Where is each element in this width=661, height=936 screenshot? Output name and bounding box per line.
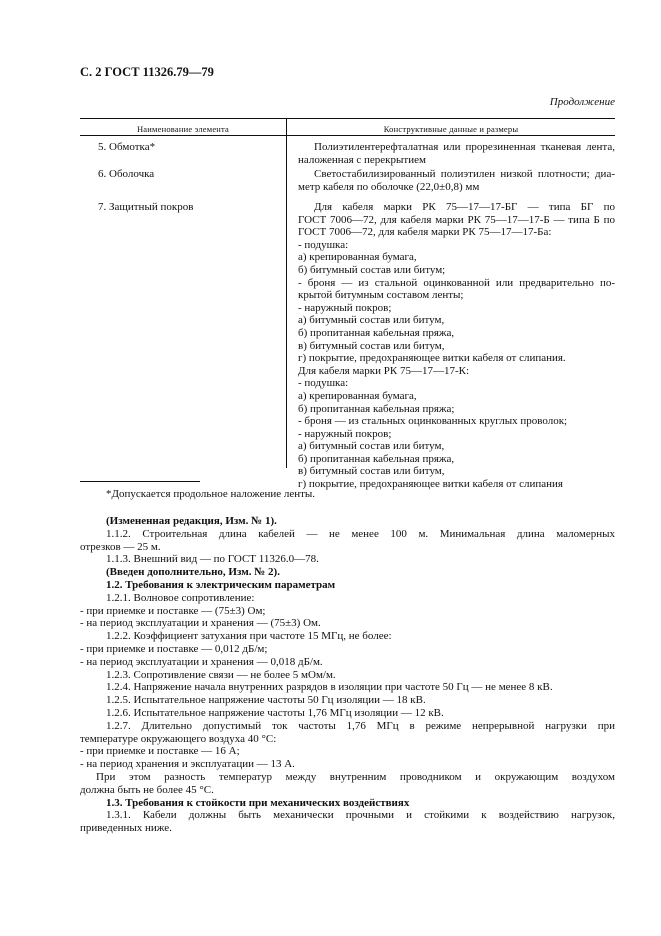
row-data-winding: [298, 141, 615, 166]
data-line: - броня — из стальных оцинкованных круглых проволок;: [298, 415, 568, 428]
paragraph-line: - при приемке и поставке — (75±3) Ом;: [80, 604, 266, 617]
data-line: в) битумный состав или битум,: [298, 339, 445, 352]
paragraph-line: 1.2.4. Напряжение начала внутренних разрядов в изоляции при частоте 50 Гц — не менее 8 кВ.: [106, 681, 553, 694]
footnote-rule: [80, 481, 200, 482]
data-line: а) битумный состав или битум,: [298, 314, 445, 327]
continuation-label: Продолжение: [549, 96, 615, 108]
data-line: - наружный покров;: [298, 427, 392, 440]
data-line: г) покрытие, предохраняющее витки кабеля от слипания.: [298, 352, 566, 365]
data-line: - подушка:: [298, 238, 349, 251]
data-line: б) пропитанная кабельная пряжа;: [298, 402, 455, 415]
body-text: [80, 515, 615, 835]
data-line: крытой битумным составом ленты;: [298, 289, 464, 302]
paragraph-line: 1.2.2. Коэффициент затухания при частоте 15 МГц, не более:: [106, 630, 392, 643]
footnote: *Допускается продольное наложение ленты.: [106, 488, 316, 500]
paragraph-line: - при приемке и поставке — 16 А;: [80, 745, 240, 758]
data-line: а) крепированная бумага,: [298, 251, 417, 264]
column-header-data: Конструктивные данные и размеры: [383, 124, 519, 134]
data-line: Для кабеля марки РК 75—17—17-К:: [298, 364, 470, 377]
data-line: - наружный покров;: [298, 301, 392, 314]
paragraph-line: - на период эксплуатации и хранения — 0,018 дБ/м.: [80, 655, 323, 668]
paragraph-line: отрезков — 25 м.: [80, 540, 161, 553]
data-line: а) крепированная бумага,: [298, 389, 417, 402]
data-line: б) пропитанная кабельная пряжа,: [298, 326, 455, 339]
data-line: б) пропитанная кабельная пряжа,: [298, 452, 455, 465]
section-heading: 1.2. Требования к электрическим параметрам: [106, 578, 336, 591]
paragraph-line: должна быть не более 45 °С.: [80, 783, 214, 796]
paragraph-line: температуре окружающего воздуха 40 °С:: [80, 732, 277, 745]
data-line: б) битумный состав или битум;: [298, 263, 446, 276]
data-line: метр кабеля по оболочке (22,0±0,8) мм: [298, 180, 480, 193]
paragraph-line: 1.1.2. Строительная длина кабелей — не менее 100 м. Минимальная длина маломерных: [106, 527, 615, 540]
paragraph-line: 1.2.5. Испытательное напряжение частоты 50 Гц изоляции — 18 кВ.: [106, 694, 426, 707]
data-line: ГОСТ 7006—72, для кабеля марки РК 75—17—17-Ба:: [298, 226, 552, 239]
data-line: Для кабеля марки РК 75—17—17-БГ — типа БГ по: [314, 201, 615, 213]
table-top-rule: [80, 118, 615, 119]
amendment-note: (Введен дополнительно, Изм. № 2).: [106, 566, 280, 579]
paragraph-line: При этом разность температур между внутренним проводником и окружающим воздухом: [96, 770, 615, 783]
paragraph-line: 1.2.3. Сопротивление связи — не более 5 мОм/м.: [106, 668, 336, 681]
data-line: Светостабилизированный полиэтилен низкой плотности; диа-: [314, 168, 615, 180]
data-line: ГОСТ 7006—72, для кабеля марки РК 75—17—17-Б — типа Б по: [298, 213, 615, 226]
data-line: Полиэтилентерефталатная или прорезиненная тканевая лента,: [314, 141, 615, 153]
section-heading: 1.3. Требования к стойкости при механических воздействиях: [106, 796, 410, 809]
row-name-sheath: 6. Оболочка: [98, 168, 155, 180]
paragraph-line: - при приемке и поставке — 0,012 дБ/м;: [80, 642, 268, 655]
row-data-sheath: [298, 168, 615, 193]
paragraph-line: 1.2.7. Длительно допустимый ток частоты 1,76 МГц в режиме непрерывной нагрузки при: [106, 719, 615, 732]
paragraph-line: 1.2.6. Испытательное напряжение частоты 1,76 МГц изоляции — 12 кВ.: [106, 706, 444, 719]
amendment-note: (Измененная редакция, Изм. № 1).: [106, 515, 277, 527]
paragraph-line: приведенных ниже.: [80, 822, 172, 835]
row-data-protective-cover: [298, 201, 615, 491]
data-line: а) битумный состав или битум,: [298, 440, 445, 453]
table-column-divider: [286, 135, 287, 468]
data-line: г) покрытие, предохраняющее витки кабеля от слипания: [298, 478, 563, 491]
paragraph-line: - на период эксплуатации и хранения — (75±3) Ом.: [80, 617, 321, 630]
data-line: наложенная с перекрытием: [298, 153, 426, 166]
column-header-name: Наименование элемента: [136, 124, 230, 134]
paragraph-line: 1.1.3. Внешний вид — по ГОСТ 11326.0—78.: [106, 553, 319, 566]
page-header: С. 2 ГОСТ 11326.79—79: [80, 65, 214, 79]
paragraph-line: - на период хранения и эксплуатации — 13 А.: [80, 758, 295, 771]
paragraph-line: 1.3.1. Кабели должны быть механически прочными и стойкими к воздействию нагрузок,: [106, 809, 615, 822]
data-line: в) битумный состав или битум,: [298, 465, 445, 478]
row-name-protective-cover: 7. Защитный покров: [98, 201, 194, 213]
paragraph-line: 1.2.1. Волновое сопротивление:: [106, 591, 255, 604]
data-line: - подушка:: [298, 377, 349, 390]
data-line: - броня — из стальной оцинкованной или предварительно по-: [298, 276, 615, 289]
row-name-winding: 5. Обмотка*: [98, 141, 156, 153]
